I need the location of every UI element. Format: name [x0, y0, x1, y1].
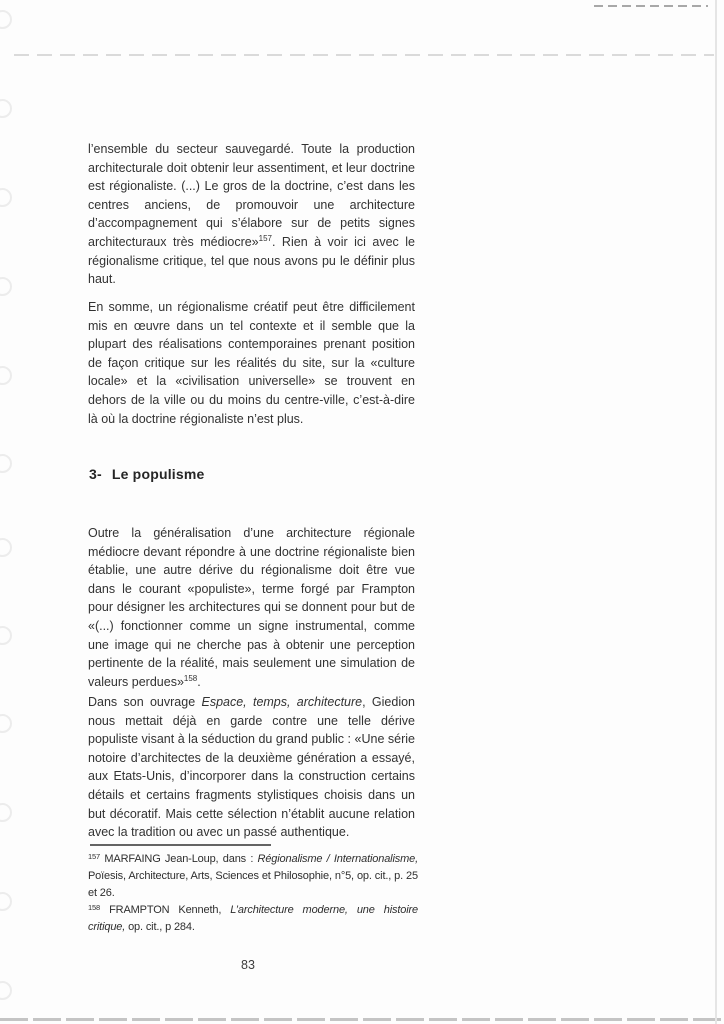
- binding-hole: [0, 454, 12, 473]
- text-run: . Rien à voir ici avec le régionalisme critique, tel que nous avons pu le définir plus haut.: [88, 234, 415, 287]
- text-run: En somme, un régionalisme créatif peut être difficilement mis en œuvre dans un tel contexte et il semble que la plupart des réalisations contemporaines prenant position de façon critique sur les réalités du site, sur la «culture locale» et la «civilisation universelle» se trouvent en dehors de la ville ou du moins du centre-ville, c’est-à-dire là où la doctrine régionaliste n’est plus.: [88, 300, 415, 426]
- section-title: Le populisme: [111, 466, 205, 482]
- italic-text: Espace, temps, architecture: [201, 695, 363, 709]
- binding-hole: [0, 714, 12, 733]
- footnote-reference: 157: [258, 233, 272, 243]
- footnote-reference: 158: [88, 903, 101, 912]
- text-run: MARFAING Jean-Loup, dans :: [100, 853, 258, 865]
- text-run: Outre la généralisation d’une architecture régionale médiocre devant répondre à une doctrine régionaliste bien établie, une autre dérive du régionalisme doit être vue dans le courant «populiste», terme forgé par Frampton pour désigner les architectures qui se donnent pour but de «(...) fonctionner comme un signe instrumental, comme une image qui ne cherche pas à obtenir une perception pertinente de la réalité, mais seulement une simulation de valeurs perdues»: [88, 526, 415, 689]
- section-number: 3-: [89, 466, 102, 482]
- binding-hole: [0, 366, 12, 385]
- text-run: FRAMPTON Kenneth,: [100, 904, 231, 916]
- binding-hole: [0, 626, 12, 645]
- footnote-158: [88, 902, 418, 936]
- binding-hole: [0, 188, 12, 207]
- scan-edge-top-right-marks: [594, 5, 708, 7]
- binding-hole: [0, 981, 12, 1000]
- binding-hole: [0, 10, 12, 29]
- italic-text: L’architecture moderne, une histoire critique,: [88, 904, 418, 933]
- binding-hole: [0, 99, 12, 118]
- text-run: l’ensemble du secteur sauvegardé. Toute la production architecturale doit obtenir leur assentiment, et leur doctrine est régionaliste. (...) Le gros de la doctrine, c’est dans les centres anciens, de promouvoir une architecture d’accompagnement qui s’élabore sur de petits signes architecturaux très médiocre»: [88, 142, 415, 249]
- italic-text: Régionalisme / Internationalisme,: [257, 853, 419, 865]
- scan-edge-top-line: [14, 54, 714, 56]
- text-run: .: [197, 674, 201, 689]
- text-run: , Giedion nous mettait déjà en garde contre une telle dérive populiste visant à la séduction du grand public : «Une série notoire d’architectes de la deuxième génération a essayé, aux Etats-Unis, d’incorporer dans la construction certains détails et certains fragments stylistiques choisis dans un but décoratif. Mais cette sélection n’établit aucune relation avec la tradition ou avec un passé authentique.: [88, 695, 416, 840]
- text-run: Poïesis, Architecture, Arts, Sciences et Philosophie, n°5, op. cit., p. 25 et 26.: [88, 870, 418, 899]
- scan-edge-bottom-line: [0, 1018, 724, 1021]
- paragraph-outre-generalisation: [88, 524, 415, 691]
- page-number: 83: [241, 958, 255, 972]
- paragraph-en-somme: [88, 298, 415, 428]
- footnote-157: [88, 851, 418, 902]
- footnote-reference: 158: [183, 673, 198, 683]
- footnote-separator: [90, 844, 271, 846]
- text-run: op. cit., p 284.: [125, 921, 195, 933]
- binding-hole: [0, 538, 12, 557]
- paragraph-giedion: [88, 693, 415, 842]
- text-run: Dans son ouvrage: [88, 695, 202, 709]
- scan-edge-right-line: [715, 0, 717, 1024]
- binding-hole: [0, 892, 12, 911]
- binding-hole: [0, 803, 12, 822]
- footnote-reference: 157: [88, 852, 101, 861]
- section-heading: [89, 466, 205, 482]
- footnotes: [88, 851, 418, 936]
- binding-hole: [0, 277, 12, 296]
- paragraph-secteur-sauvegarde: [88, 140, 415, 289]
